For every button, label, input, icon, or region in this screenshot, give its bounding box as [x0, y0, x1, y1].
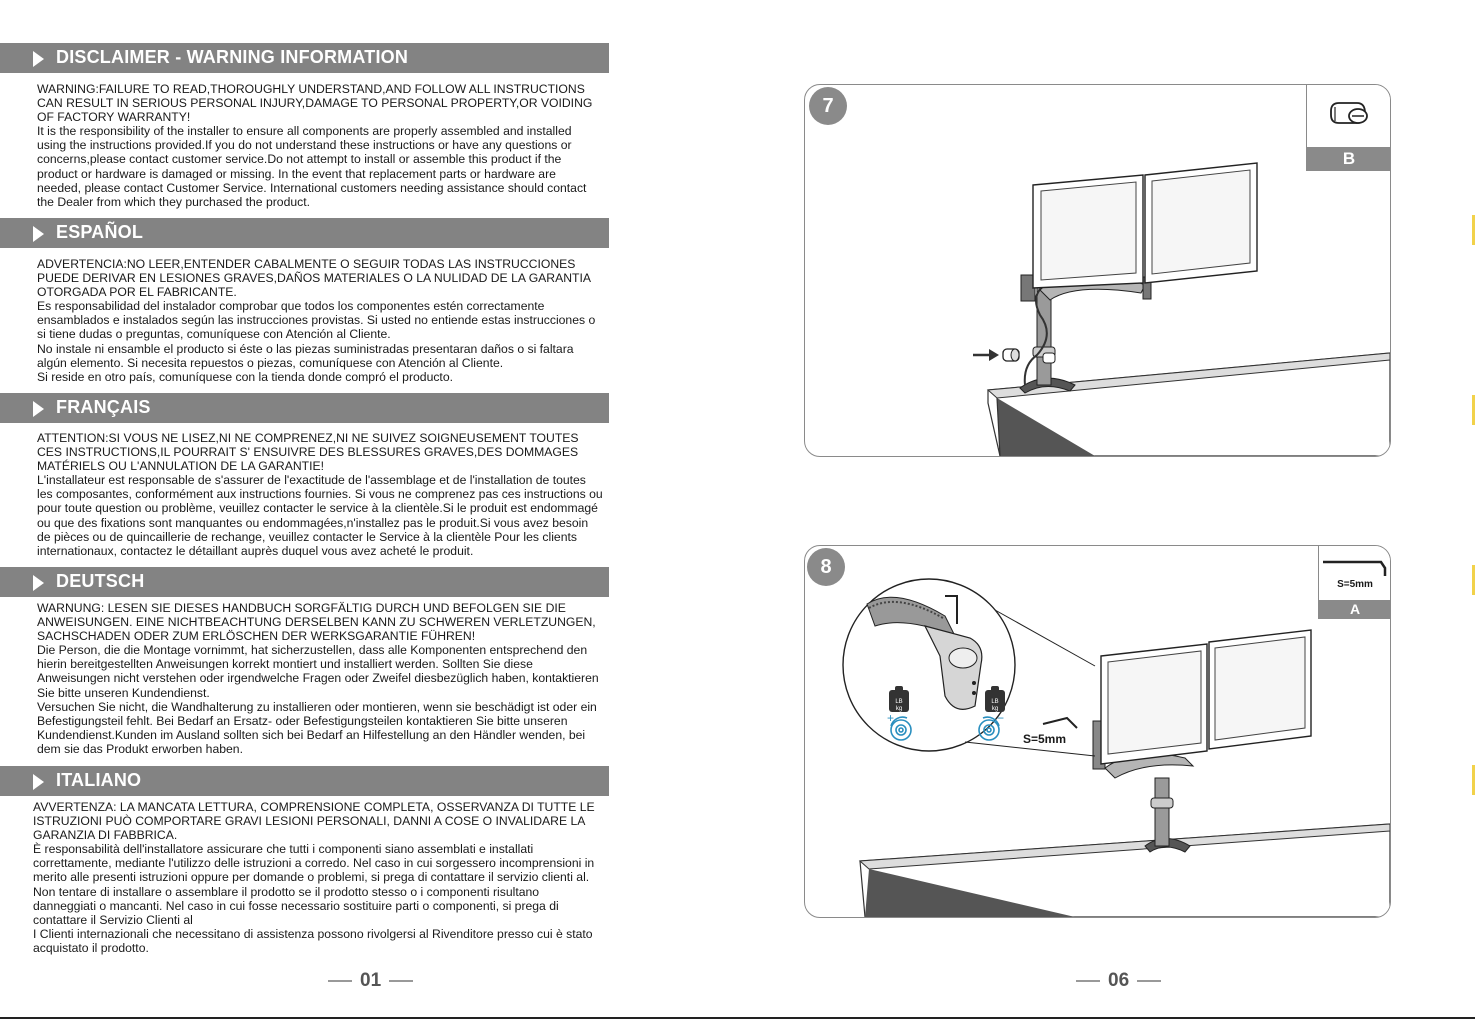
text-line: product or hardware is damaged or missing. In the event that replacement parts or hardware are — [37, 166, 556, 181]
hex-key-icon — [1319, 550, 1391, 580]
text-line: dem sie das Produkt erworben haben. — [37, 741, 243, 756]
section-title: FRANÇAIS — [56, 397, 151, 417]
cable-clip-icon — [1307, 85, 1391, 147]
bottom-rule — [0, 1017, 1475, 1019]
text-line: OTORGADA POR EL FABRICANTE. — [37, 285, 237, 300]
play-triangle-icon — [33, 575, 44, 591]
text-line: It is the responsibility of the installer to ensure all components are properly assembled and installed — [37, 124, 572, 139]
step-8-panel — [804, 545, 1391, 918]
svg-text:LB: LB — [991, 699, 999, 705]
text-line: hierin bereitgestellten Anweisungen korrekt montiert und installiert werden. Sollten Sie diese — [37, 657, 533, 672]
svg-text:LB: LB — [895, 699, 903, 705]
text-line: concerns,please contact customer service.Do not attempt to install or assemble this product if the — [37, 152, 562, 167]
svg-text:+: + — [887, 711, 895, 725]
text-line: ANWEISUNGEN. EINE NICHTBEACHTUNG DERSELBEN KANN ZU SCHWEREN VERLETZUNGEN, — [37, 615, 596, 630]
text-line: algún elemento. Si necesita repuestos o piezas, comuníquese con Atención al Cliente. — [37, 355, 504, 370]
step-number-badge: 8 — [807, 548, 845, 586]
part-box-b — [1306, 85, 1391, 171]
divider — [1137, 980, 1161, 982]
text-line: OF FACTORY WARRANTY! — [37, 110, 191, 125]
page-number-right — [1068, 970, 1169, 992]
svg-text:kg: kg — [991, 706, 999, 712]
play-triangle-icon — [33, 51, 44, 67]
text-line: needed, please contact Customer Service. International customers needing assistance should contact — [37, 180, 587, 195]
part-size-label: S=5mm — [1337, 579, 1373, 590]
text-line: No instale ni ensamble el producto si éste o las piezas suministradas presentaran daños o si faltara — [37, 341, 574, 356]
text-line: Anweisungen nicht verstehen oder irgendwelche Fragen oder Zweifel diesbezüglich haben, kontaktieren — [37, 671, 599, 686]
text-line: pour toute question ou problème, veuillez contacter le service à la clientèle.Si le produit est endommagé — [37, 501, 598, 516]
play-triangle-icon — [33, 226, 44, 242]
text-line: ensamblados e instalados según las instrucciones provistas. Si usted no entiende estas instrucciones o — [37, 313, 596, 328]
section-header-italiano — [0, 766, 609, 796]
section-body-italiano — [33, 800, 609, 955]
divider — [328, 980, 352, 982]
page-number-left — [320, 970, 421, 992]
svg-text:kg: kg — [895, 706, 903, 712]
step-7-illustration — [805, 85, 1390, 456]
tool-size-label: S=5mm — [1023, 732, 1067, 746]
text-line: correttamente, mediante l'utilizzo delle istruzioni a corredo. Nel caso in cui sorgessero incomprensioni in — [33, 856, 595, 871]
text-line: SACHSCHADEN ODER ZUM ERLÖSCHEN DER WERKSGARANTIE FÜHREN! — [37, 629, 476, 644]
text-line: danneggiati o mancanti. Nel caso in cui fosse necessario sostituire parti o componenti, si prega di — [33, 898, 559, 913]
section-body-deutsch — [37, 601, 609, 756]
text-line: Die Person, die die Montage vornimmt, hat sicherzustellen, dass alle Komponenten entsprechend den — [37, 643, 588, 658]
section-title: DISCLAIMER - WARNING INFORMATION — [56, 47, 409, 67]
text-line: Si reside en otro país, comuníquese con la tienda donde compró el producto. — [37, 369, 453, 384]
part-box-a — [1318, 546, 1391, 619]
text-line: using the instructions provided.If you do not understand these instructions or have any questions or — [37, 138, 572, 153]
section-title: ITALIANO — [56, 770, 142, 790]
text-line: È responsabilità dell'installatore assicurare che tutti i componenti siano assemblati e installati — [33, 842, 534, 857]
play-triangle-icon — [33, 401, 44, 417]
text-line: MATÉRIELS OU L'ANNULATION DE LA GARANTIE! — [37, 459, 324, 474]
text-line: ISTRUZIONI PUÒ COMPORTARE GRAVI LESIONI PERSONALI, DANNI A COSE O INVALIDARE LA — [33, 814, 586, 829]
page-number-text: 01 — [360, 970, 382, 991]
text-line: Kundendienst.Kunden im Ausland sollten sich bei Bedarf an Hilfestellung an den Händler wenden, bei — [37, 727, 586, 742]
section-body-disclaimer — [37, 82, 609, 209]
svg-text:−: − — [997, 711, 1005, 725]
text-line: WARNUNG: LESEN SIE DIESES HANDBUCH SORGFÄLTIG DURCH UND BEFOLGEN SIE DIE — [37, 601, 566, 615]
text-line: Versuchen Sie nicht, die Wandhalterung zu installieren oder montieren, wenn sie beschädigt ist oder ein — [37, 699, 597, 714]
text-line: de pièces ou de quincaillerie de rechange, veuillez contacter le Service à la clientèle Pour les clients — [37, 529, 577, 544]
page-number-text: 06 — [1108, 970, 1130, 991]
section-title: ESPAÑOL — [56, 222, 144, 242]
text-line: Sie bitte unseren Kundendienst. — [37, 685, 210, 700]
text-line: the Dealer from which they purchased the product. — [37, 194, 311, 209]
section-header-disclaimer — [0, 43, 609, 73]
text-line: ou que des fixations sont manquantes ou endommagées,n'installez pas le produit.Si vous avez besoin — [37, 515, 589, 530]
text-line: contattare il Servizio Clienti al — [33, 912, 193, 927]
step-8-illustration — [805, 546, 1390, 917]
part-label: B — [1307, 147, 1391, 170]
text-line: CES INSTRUCTIONS,IL POURRAIT S' ENSUIVRE DES BLESSURES GRAVES,DES DOMMAGES — [37, 445, 579, 460]
section-header-espanol — [0, 218, 609, 248]
step-7-panel — [804, 84, 1391, 457]
text-line: AVVERTENZA: LA MANCATA LETTURA, COMPRENSIONE COMPLETA, OSSERVANZA DI TUTTE LE — [33, 800, 595, 814]
step-number-badge: 7 — [809, 87, 847, 125]
text-line: ADVERTENCIA:NO LEER,ENTENDER CABALMENTE O SEGUIR TODAS LAS INSTRUCCIONES — [37, 257, 576, 271]
text-line: Non tentare di installare o assemblare il prodotto se il prodotto stesso o i componenti risultano — [33, 884, 540, 899]
section-body-espanol — [37, 257, 609, 384]
text-line: WARNING:FAILURE TO READ,THOROUGHLY UNDERSTAND,AND FOLLOW ALL INSTRUCTIONS — [37, 82, 585, 96]
text-line: merito alle presenti istruzioni oppure per domande o problemi, si prega di contattare il servizio clienti al. — [33, 870, 590, 885]
text-line: PUEDE DERIVAR EN LESIONES GRAVES,DAÑOS MATERIALES O LA NULIDAD DE LA GARANTIA — [37, 271, 591, 286]
text-line: ATTENTION:SI VOUS NE LISEZ,NI NE COMPRENEZ,NI NE SUIVEZ SOIGNEUSEMENT TOUTES — [37, 431, 579, 445]
text-line: L'installateur est responsable de s'assurer de l'exactitude de l'assemblage et de l'installation de toutes — [37, 473, 586, 488]
text-line: GARANZIA DI FABBRICA. — [33, 828, 178, 843]
text-line: si tiene dudas o preguntas, comuníquese con Atención al Cliente. — [37, 327, 391, 342]
text-line: acquistato il prodotto. — [33, 940, 149, 955]
text-line: Befestigungsteil fehlt. Bei Bedarf an Ersatz- oder Befestigungsteilen kontaktieren Sie bitte unseren — [37, 713, 568, 728]
divider — [389, 980, 413, 982]
part-label: A — [1319, 600, 1391, 618]
text-line: Es responsabilidad del instalador comprobar que todos los componentes estén correctamente — [37, 299, 545, 314]
play-triangle-icon — [33, 774, 44, 790]
text-line: les composantes, conformément aux instructions fournies. Si vous ne comprenez pas ces instructions ou — [37, 487, 603, 502]
section-title: DEUTSCH — [56, 571, 145, 591]
section-header-francais — [0, 393, 609, 423]
divider — [1076, 980, 1100, 982]
text-line: CAN RESULT IN SERIOUS PERSONAL INJURY,DAMAGE TO PERSONAL PROPERTY,OR VOIDING — [37, 96, 593, 111]
text-line: internationaux, contactez le détaillant auprès duquel vous avez acheté le produit. — [37, 543, 474, 558]
section-header-deutsch — [0, 567, 609, 597]
text-line: I Clienti internazionali che necessitano di assistenza possono rivolgersi al Rivenditore presso cui è stato — [33, 926, 593, 941]
section-body-francais — [37, 431, 609, 558]
